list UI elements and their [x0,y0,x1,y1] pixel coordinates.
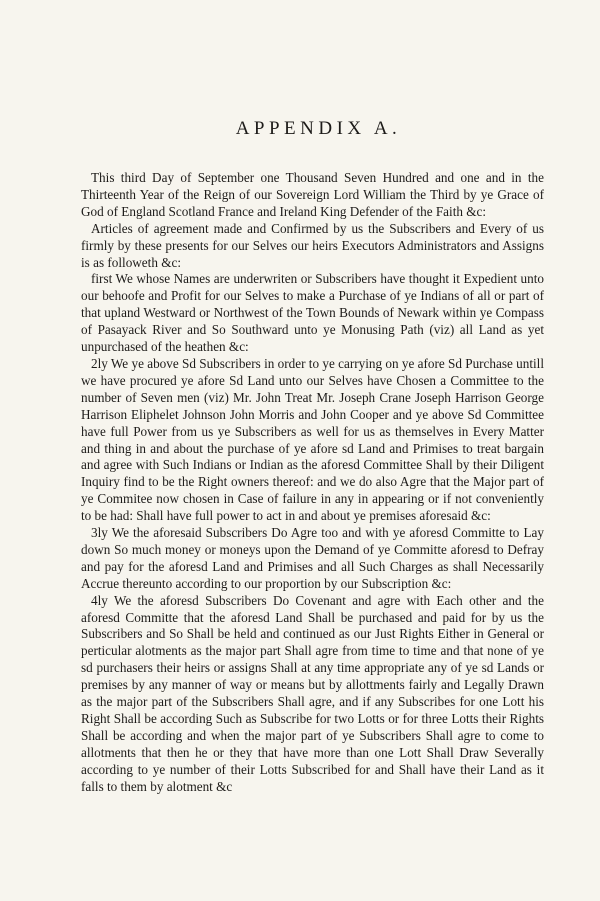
paragraph-articles-intro: Articles of agreement made and Confirmed by us the Subscribers and Every of us firmly by these presents for our Selves our heirs Executors Administrators and Assigns is as followeth &c: [81,220,544,270]
page-title: APPENDIX A. [235,118,402,139]
paragraph-article-third: 3ly We the aforesaid Subscribers Do Agre too and with ye aforesd Committe to Lay down So much money or moneys upon the Demand of ye Committe aforesd to Defray and pay for the aforesd Land and Primises and all Such Charges as shall Necessarily Accrue thereunto according to our proportion by our Subscription &c: [81,525,544,591]
paragraph-article-second: 2ly We ye above Sd Subscribers in order to ye carrying on ye afore Sd Purchase untill we have procured ye afore Sd Land unto our Selves have Chosen a Committee to the number of Seven men (viz) Mr. John Treat Mr. Joseph Crane Joseph Harrison George Harrison Eliphelet Johnson John Morris and John Cooper and ye above Sd Committee have full Power from us ye Subscribers as well for us as themselves in Every Matter and thing in and about the purchase of ye afore sd Land and Primises to treat bargain and agree with Such Indians or Indian as the aforesd Committee Shall by their Diligent Inquiry find to be the Right owners thereof: and we do also Agre that the Major part of ye Commitee now chosen in Case of failure in any in appearing or if not conveniently to be had: Shall have full power to act in and about ye premises aforesaid &c: [81,355,544,524]
paragraph-preamble: This third Day of September one Thousand Seven Hundred and one and in the Thirteenth Year of the Reign of our Sovereign Lord William the Third by ye Grace of God of England Scotland France and Ireland King Defender of the Faith &c: [81,170,544,219]
paragraph-article-fourth: 4ly We the aforesd Subscribers Do Covenant and agre with Each other and the aforesd Committe that the aforesd Land Shall be purchased and paid for by us the Subscribers and So Shall be held and continued as our Just Rights Either in General or perticular alotments as the major part Shall agre from time to time and that none of ye sd purchasers their heirs or assigns Shall at any time appropriate any of ye sd Lands or premises by any manner of way or means but by allottments fairly and Legally Drawn as the major part of the Subscribers Shall agre, and if any Subscribes for one Lott his Right Shall be according Such as Subscribe for two Lotts or for three Lotts their Rights Shall be according and when the major part of ye Subscribers Shall agre to come to allotments that then he or they that have more than one Lott Shall Draw Severally according to ye number of their Lotts Subscribed for and Shall have their Land as it falls to them by alotment &c [81,592,544,794]
paragraph-article-first: first We whose Names are underwriten or Subscribers have thought it Expedient unto our behoofe and Profit for our Selves to make a Purchase of ye Indians of all or part of that upland Westward or Northwest of the Town Bounds of Newark within ye Compass of Pasayack River and So Southward unto ye Monusing Path (viz) all Land as yet unpurchased of the heathen &c: [81,271,544,355]
